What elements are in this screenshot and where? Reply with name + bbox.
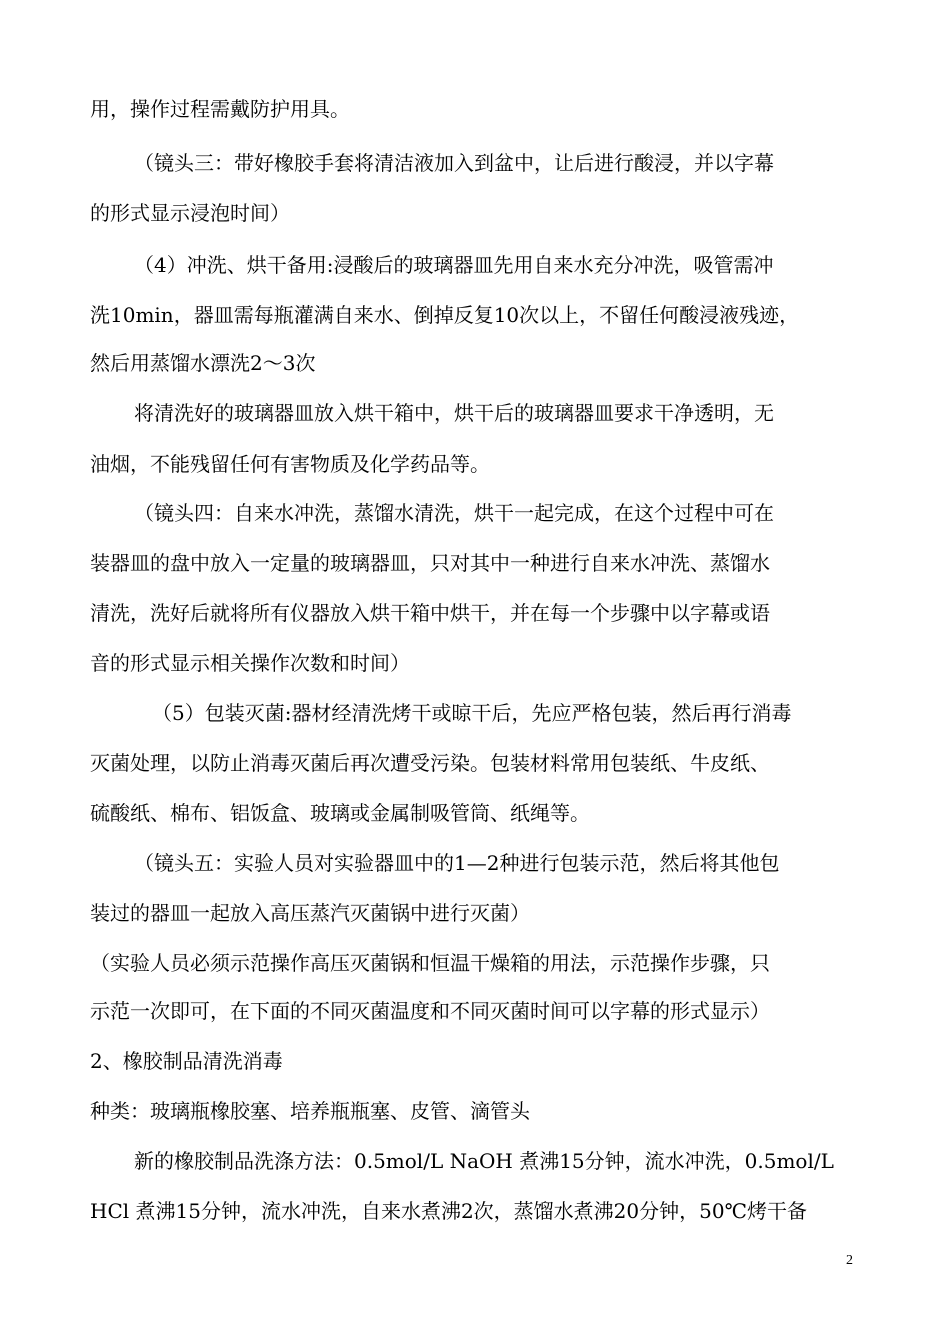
text-line: （5）包装灭菌:器材经清洗烤干或晾干后，先应严格包装，然后再行消毒: [152, 701, 792, 725]
text-line: 2、橡胶制品清洗消毒: [90, 1049, 283, 1073]
text-line: （镜头三：带好橡胶手套将清洁液加入到盆中，让后进行酸浸，并以字幕: [134, 151, 774, 175]
page-number: 2: [846, 1253, 853, 1268]
text-line: （镜头五：实验人员对实验器皿中的1—2种进行包装示范，然后将其他包: [134, 851, 780, 875]
text-line: （4）冲洗、烘干备用:浸酸后的玻璃器皿先用自来水充分冲洗，吸管需冲: [134, 253, 774, 277]
text-line: 油烟，不能残留任何有害物质及化学药品等。: [90, 452, 490, 476]
text-line: 示范一次即可，在下面的不同灭菌温度和不同灭菌时间可以字幕的形式显示）: [90, 999, 770, 1023]
text-line: 将清洗好的玻璃器皿放入烘干箱中，烘干后的玻璃器皿要求干净透明，无: [134, 401, 774, 425]
text-line: 音的形式显示相关操作次数和时间）: [90, 651, 410, 675]
text-line: 的形式显示浸泡时间）: [90, 201, 290, 225]
text-line: （实验人员必须示范操作高压灭菌锅和恒温干燥箱的用法，示范操作步骤，只: [90, 951, 770, 975]
text-line: 硫酸纸、棉布、铝饭盒、玻璃或金属制吸管筒、纸绳等。: [90, 801, 590, 825]
text-line: 清洗，洗好后就将所有仪器放入烘干箱中烘干，并在每一个步骤中以字幕或语: [90, 601, 770, 625]
text-line: 装器皿的盘中放入一定量的玻璃器皿，只对其中一种进行自来水冲洗、蒸馏水: [90, 551, 770, 575]
text-line: 装过的器皿一起放入高压蒸汽灭菌锅中进行灭菌）: [90, 901, 530, 925]
text-line: 灭菌处理，以防止消毒灭菌后再次遭受污染。包装材料常用包装纸、牛皮纸、: [90, 751, 770, 775]
text-line: （镜头四：自来水冲洗，蒸馏水清洗，烘干一起完成，在这个过程中可在: [134, 501, 774, 525]
text-line: 然后用蒸馏水漂洗2～3次: [90, 351, 316, 375]
text-line: 新的橡胶制品洗涤方法：0.5mol/L NaOH 煮沸15分钟，流水冲洗，0.5mol/L: [134, 1149, 834, 1173]
text-line: 种类：玻璃瓶橡胶塞、培养瓶瓶塞、皮管、滴管头: [90, 1099, 530, 1123]
text-line: HCl 煮沸15分钟，流水冲洗，自来水煮沸2次，蒸馏水煮沸20分钟，50℃烤干备: [90, 1199, 807, 1223]
text-line: 用，操作过程需戴防护用具。: [90, 97, 350, 121]
text-line: 洗10min，器皿需每瓶灌满自来水、倒掉反复10次以上，不留任何酸浸液残迹，: [90, 303, 800, 327]
